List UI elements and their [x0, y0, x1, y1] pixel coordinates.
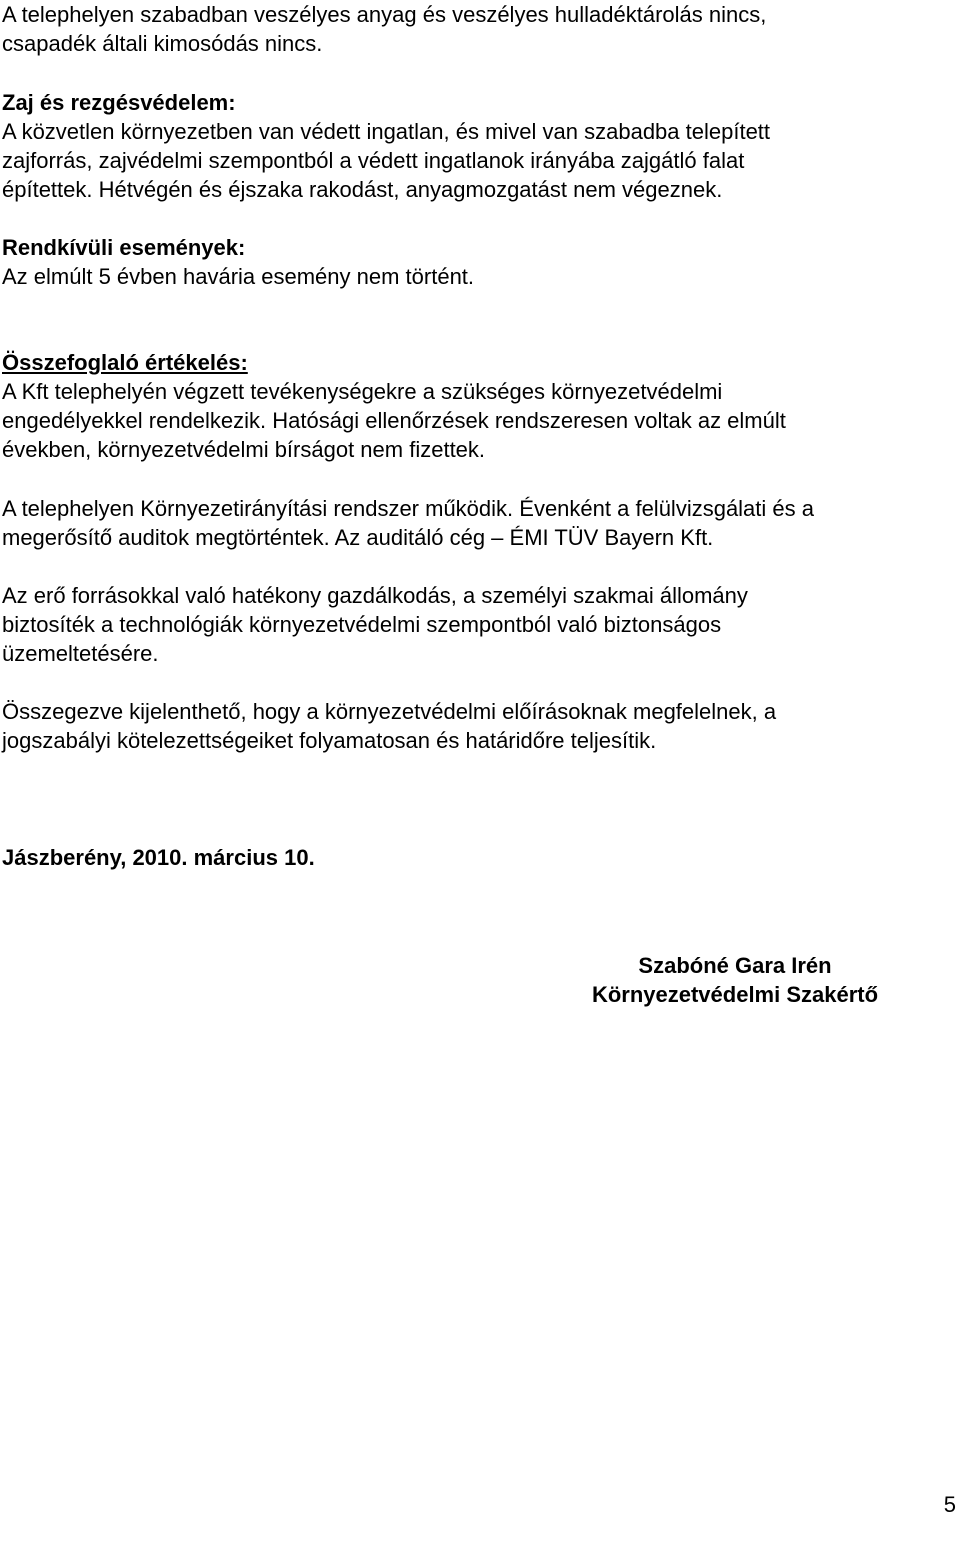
summary-p4-line-1: Összegezve kijelenthető, hogy a környezetvédelmi előírásoknak megfelelnek, a — [2, 699, 777, 724]
summary-p3-line-1: Az erő forrásokkal való hatékony gazdálkodás, a személyi szakmai állomány — [2, 583, 748, 608]
signer-name: Szabóné Gara Irén — [638, 953, 832, 978]
summary-p4-line-2: jogszabályi kötelezettségeiket folyamatosan és határidőre teljesítik. — [2, 728, 657, 753]
noise-heading: Zaj és rezgésvédelem: — [2, 90, 236, 115]
summary-p1-line-3: években, környezetvédelmi bírságot nem fizettek. — [2, 437, 486, 462]
summary-p3-line-2: biztosíték a technológiák környezetvédelmi szempontból való biztonságos — [2, 612, 722, 637]
summary-p3-line-3: üzemeltetésére. — [2, 641, 159, 666]
events-line-1: Az elmúlt 5 évben havária esemény nem történt. — [2, 264, 475, 289]
summary-p2-line-2: megerősítő auditok megtörténtek. Az auditáló cég – ÉMI TÜV Bayern Kft. — [2, 525, 714, 550]
summary-p2-line-1: A telephelyen Környezetirányítási rendszer működik. Évenként a felülvizsgálati és a — [2, 496, 814, 521]
page-number: 5 — [943, 1492, 956, 1517]
storage-line-1: A telephelyen szabadban veszélyes anyag és veszélyes hulladéktárolás nincs, — [2, 2, 767, 27]
noise-line-3: építettek. Hétvégén és éjszaka rakodást, anyagmozgatást nem végeznek. — [2, 177, 723, 202]
events-heading: Rendkívüli események: — [2, 235, 246, 260]
storage-line-2: csapadék általi kimosódás nincs. — [2, 31, 323, 56]
noise-line-2: zajforrás, zajvédelmi szempontból a védett ingatlanok irányába zajgátló falat — [2, 148, 745, 173]
summary-heading: Összefoglaló értékelés: — [2, 350, 248, 375]
place-and-date: Jászberény, 2010. március 10. — [2, 845, 315, 870]
summary-p1-line-2: engedélyekkel rendelkezik. Hatósági ellenőrzések rendszeresen voltak az elmúlt — [2, 408, 786, 433]
summary-p1-line-1: A Kft telephelyén végzett tevékenységekre a szükséges környezetvédelmi — [2, 379, 723, 404]
signer-title: Környezetvédelmi Szakértő — [591, 982, 879, 1007]
noise-line-1: A közvetlen környezetben van védett ingatlan, és mivel van szabadba telepített — [2, 119, 771, 144]
